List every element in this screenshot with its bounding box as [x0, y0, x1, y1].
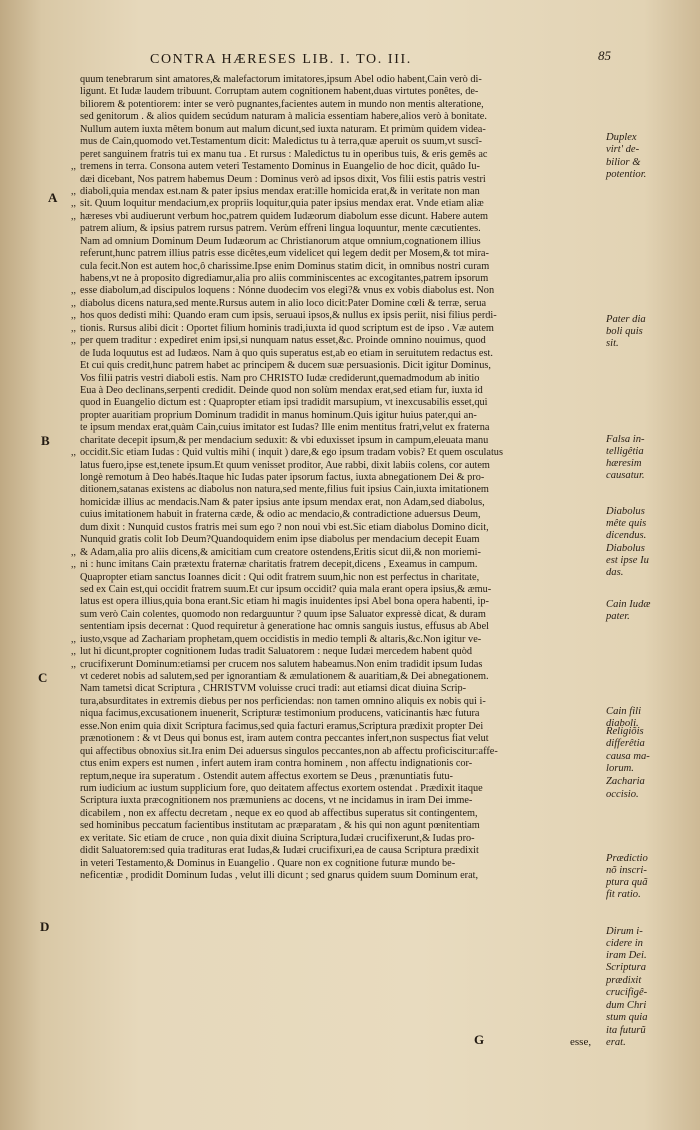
text-line [80, 820, 600, 832]
line-text: latus fuero,ipse est,tenete ipsum.Et quum venisset proditor, Aue rabbi, dixit labiis colens, cor autem [80, 459, 490, 471]
line-text: esse diabolum,ad discipulos loquens : Nónne duodecim vos elegi?& vnus ex vobis diabolus est. Non [80, 285, 495, 297]
text-line [80, 534, 600, 546]
quotation-marker: ,, [71, 633, 76, 645]
line-text: tura,absurditates in extremis diebus per nos perficiendas: non tamen omnino aliquis ex nobis qui i- [80, 695, 486, 707]
side-note: cidere in [606, 938, 643, 949]
line-text: referunt,hunc patrem illius patris esse dicêtes,eum videlicet qui legem dedit per Mosem,& tot mira- [80, 248, 489, 260]
line-text: biliorem & potentiorem: inter se verò pugnantes,facientes autem in mundo non mentis alteratione, [80, 98, 484, 110]
text-line [80, 671, 600, 683]
side-note: telligêtia [606, 446, 644, 457]
side-note: dum Chri [606, 1000, 647, 1011]
margin-section-letter-b: B [41, 433, 50, 448]
side-note: pater. [606, 611, 630, 622]
side-note: Cain Iudæ [606, 599, 651, 610]
page-header [0, 48, 700, 72]
side-note: stum quia [606, 1012, 648, 1023]
line-text: ligunt. Et Iudæ laudem tribuunt. Corruptam autem cognitionem habent,duas virtutes ponêtes, de- [80, 86, 479, 98]
side-note: lorum. [606, 763, 634, 774]
line-text: mus de Cain,quomodo vet.Testamentum dicit: Maledictus tu à terra,quæ aperuit os suum,vt suscî- [80, 136, 482, 148]
text-line [80, 833, 600, 845]
text-line [80, 74, 600, 86]
line-text: occidit.Sic etiam Iudas : Quid vultis mihi ( inquit ) dare,& ego ipsum tradam vobis? Et quem osculatus [80, 447, 503, 459]
line-text: Nullum autem iuxta mêtem bonum aut malum dicunt,sed iuxta naturam. Et primùm quidem videa- [80, 123, 486, 135]
line-text: cuius imitationem habuit in fraterna cæde, & odio ac mendacio,& contradictione aduersus Deum, [80, 509, 481, 521]
text-line [80, 509, 600, 521]
side-note: Scriptura [606, 962, 647, 973]
text-line [71, 297, 600, 310]
line-text: tremens in terra. Consona autem veteri Testamento Dominus in Euangelio de hoc dicit, quâdo Iu- [80, 161, 480, 173]
line-text: Nunquid gratis colit Iob Deum?Quandoquidem enim ipse diabolus per mendacium decepit Euam [80, 534, 480, 546]
text-line [80, 609, 600, 621]
side-note: Duplex [606, 132, 637, 143]
text-line [80, 596, 600, 608]
quotation-marker: ,, [71, 447, 76, 459]
side-note: dicendus. [606, 530, 647, 541]
text-line [71, 310, 600, 322]
side-note: erat. [606, 1037, 626, 1048]
line-text: dum dixit : Nunquid custos fratris mei sum ego ? non noui vbi est.Sic etiam diabolus Domino dicit, [80, 521, 489, 533]
side-note: ptura quã [606, 877, 648, 888]
text-line [71, 646, 600, 658]
line-text: diabolus dicens natura,sed mente.Rursus autem in alio loco dicit:Pater Domine cœli & terræ, serua [80, 297, 487, 309]
margin-section-letter-a: A [48, 190, 58, 205]
line-text: dæi dicebant, Nos patrem habemus Deum : Dominus verò ad ipsos dixit, Vos filii estis patris vestri [80, 173, 486, 185]
quotation-marker: ,, [71, 646, 76, 658]
quotation-marker: ,, [71, 546, 76, 558]
text-line [80, 746, 600, 758]
text-line [80, 795, 600, 807]
line-text: Vos filii patris vestri diaboli estis. Nam pro CHRISTO Iudæ crediderunt,quemadmodum ab initio [80, 372, 480, 384]
quotation-marker: ,, [71, 559, 76, 571]
line-text: tionis. Rursus alibi dicit : Oportet filium hominis tradi,iuxta id quod scriptum est de ipso . Væ autem [80, 322, 494, 334]
side-note: Diabolus [606, 506, 645, 517]
text-line [80, 373, 600, 385]
line-text: ctus enim expers est numen , infert autem iram contra hominem , non affectu indignationis cor- [80, 758, 473, 770]
side-note: causa ma- [606, 751, 650, 762]
side-note: Pater dia [606, 314, 646, 325]
line-text: in veteri Testamento,& Dominus in Euangelio . Quare non ex cognitione futuræ mundo be- [80, 857, 456, 869]
line-text: ditionem,satanas existens ac diabolus non natura,sed mente,filius fuit ipsius Cain,iuxta imitationem [80, 484, 489, 496]
quotation-marker: ,, [71, 198, 76, 210]
text-line [71, 185, 600, 198]
text-line [80, 484, 600, 496]
line-text: quod in Euangelio dictum est : Quapropter etiam ipsi tradidit marsupium, vt inexcusabilis esset,qui [80, 397, 488, 409]
text-line [80, 870, 600, 882]
text-line [71, 285, 600, 297]
text-line [80, 86, 600, 98]
line-text: propter auaritiam proprium Dominum tradidit in manus hominum.Quis igitur huius pater,qui an- [80, 409, 477, 421]
text-line [80, 236, 600, 248]
line-text: Et cui quis credit,hunc patrem habet ac principem & ducem suæ persuasionis. Dicit igitur Dominus, [80, 360, 491, 372]
text-line [71, 161, 600, 173]
line-text: diaboli,quia mendax est.nam & pater ipsius mendax erat:ille homicida erat,& in veritate non man [80, 185, 480, 197]
text-line [71, 322, 600, 335]
quotation-marker: ,, [71, 297, 76, 309]
line-text: te ipsum mendax erat,quàm Cain,cuius imitator est Iudas? Ille enim mentitus fratri,velut ex fraterna [80, 422, 490, 434]
text-line [80, 584, 600, 596]
page-number: 85 [598, 48, 611, 63]
quotation-marker: ,, [71, 185, 76, 197]
text-line [80, 435, 600, 447]
running-title: CONTRA HÆRESES LIB. I. TO. III. [150, 52, 412, 67]
text-line [80, 348, 600, 360]
side-note: hæresim [606, 458, 642, 469]
side-note: Diabolus [606, 543, 645, 554]
text-line [80, 124, 600, 136]
text-line [80, 397, 600, 409]
quotation-marker: ,, [71, 310, 76, 322]
signature-mark: G [474, 1032, 486, 1047]
text-line [80, 621, 600, 633]
side-note: iram Dei. [606, 950, 647, 961]
side-note: differêtia [606, 738, 645, 749]
side-note: crucifigê- [606, 987, 648, 998]
margin-section-letter-d: D [40, 919, 50, 934]
main-text-block [71, 74, 600, 882]
line-text: Nam tametsi dicat Scriptura , CHRISTVM voluisse cruci tradi: aut etiamsi dicat diuina Scrip- [80, 683, 467, 695]
text-line [71, 658, 600, 671]
quotation-marker: ,, [71, 322, 76, 334]
line-text: hos quos dedisti mihi: Quando eram cum ipsis, seruaui ipsos,& nullus ex ipsis periit, nisi filius perdi- [80, 310, 497, 322]
line-text: per quem traditur : expediret enim ipsi,si nunquam natus esset,&c. Proinde omnino nouimus, quod [80, 335, 486, 347]
text-line [80, 858, 600, 870]
text-line [80, 223, 600, 235]
line-text: sed ex Cain est,qui occidit fratrem suum.Et cur ipsum occidit? quia mala erant opera ipsius,& æmu- [80, 583, 492, 595]
text-line [80, 360, 600, 372]
text-line [80, 99, 600, 111]
text-line [80, 410, 600, 422]
text-line [71, 559, 600, 571]
line-text: longè remotum à Deo habés.Itaque hic Iudas pater ipsorum factus, iuxta abnegationem Dei & pro- [80, 472, 485, 483]
line-text: quum tenebrarum sint amatores,& malefactorum imitatores,ipsum Abel odio habent,Cain verò di- [80, 74, 482, 85]
line-text: homicidæ illius ac mendacis.Nam & pater ipsius ante ipsum mendax erat, non Adam,sed diabolus, [80, 496, 485, 508]
catchword: esse, [570, 1036, 592, 1048]
line-text: iusto,vsque ad Zachariam prophetam,quem occidistis in medio templi & altaris,&c.Non igitur ve- [80, 633, 482, 645]
quotation-marker: ,, [71, 210, 76, 222]
line-text: sum verò Cain colentes, quomodo non redarguuntur ? quum ipse Saluator expressè dicat, & duram [80, 608, 486, 620]
line-text: lut hi dicunt,propter cognitionem Iudas tradit Saluatorem : neque Iudæi mercedem habent quòd [80, 646, 473, 658]
line-text: Quapropter etiam sanctus Ioannes dicit : Qui odit fratrem suum,hic non est perfectus in charitate, [80, 571, 480, 583]
line-text: sententiam ipsis decernat : Quod requiretur à generatione hac omnis sanguis iustus, effusus ab Abel [80, 621, 490, 633]
side-note: Zacharia [606, 776, 645, 787]
line-text: cula fecit.Non est autem hoc,ô charissime.Ipse enim Dominus statim dicit, in omnibus nostri curam [80, 260, 490, 272]
line-text: hæreses vbi audiuerunt verbum hoc,patrem quidem Iudæorum diabolum esse dicunt. Habere autem [80, 210, 489, 222]
line-text: vt cederet nobis ad salutem,sed per ignorantiam & æmulationem & auaritiam,& Dei abnegationem. [80, 671, 489, 682]
text-line [80, 472, 600, 484]
side-note: occisio. [606, 789, 639, 800]
line-text: ex veritate. Sic etiam de cruce , non quia dixit diuina Scriptura,Iudæi crucifixerunt,& Iudas pro- [80, 832, 475, 844]
text-line [80, 771, 600, 783]
quotation-marker: ,, [71, 161, 76, 173]
quotation-marker: ,, [71, 285, 76, 297]
text-line [80, 708, 600, 720]
line-text: peret sanguinem fratris tui ex manu tua . Et rursus : Maledictus tu in operibus tuis, & eris gemês ac [80, 148, 488, 160]
text-line [71, 335, 600, 347]
line-text: & Adam,alia pro aliis dicens,& amicitiam cum creatore ostendens,Eritis sicut dii,& non moriemi- [80, 546, 481, 558]
side-note: Falsa in- [606, 434, 645, 445]
line-text: ni : hunc imitans Cain prætextu fraternæ charitatis fratrem decepit,dicens , Exeamus in campum. [80, 559, 478, 571]
text-line [80, 783, 600, 795]
quotation-marker: ,, [71, 658, 76, 670]
side-note: est ipse Iu [606, 555, 649, 566]
text-line [80, 696, 600, 708]
side-note: Prædictio [606, 853, 648, 864]
line-text: Eua à Deo declinans,serpenti credidit. Deinde quod non solùm mendax erat,sed etiam fur, iuxta id [80, 384, 483, 396]
text-line [71, 198, 600, 210]
margin-section-letter-c: C [38, 670, 48, 685]
side-note: mête quis [606, 518, 647, 529]
text-line [80, 522, 600, 534]
text-line [80, 422, 600, 434]
text-line [71, 546, 600, 559]
text-line [80, 149, 600, 161]
text-line [80, 174, 600, 186]
line-text: prænotionem : & vt Deus qui bonus est, iram autem contra peccantes infert,non suspectus fiat velut [80, 733, 489, 745]
side-note: Dirum i- [606, 926, 643, 937]
side-note: prædixit [606, 975, 642, 986]
text-line [71, 447, 600, 459]
side-note: diaboli. [606, 718, 639, 729]
text-line [71, 210, 600, 223]
text-line [80, 683, 600, 695]
line-text: latus est opera illius,quia bona erant.Sic etiam hi magis inuidentes ipsi Abel bona opera habenti, ip- [80, 596, 489, 608]
line-text: dicabilem , non ex affectu decretam , neque ex eo quod ab affectibus superatus sit contingentem, [80, 807, 478, 819]
text-line [80, 136, 600, 148]
text-line [80, 385, 600, 397]
side-note: Cain fili [606, 706, 642, 717]
line-text: sed genitorum . & alios quidem secúdum naturam à malicia essentiam habere,alios verò à bonitate. [80, 111, 487, 123]
line-text: charitate decepit ipsum,& per mendacium seduxit: & vbi eduxisset ipsum in campum,eleuata manu [80, 434, 489, 446]
line-text: crucifixerunt Dominum:etiamsi per crucem nos salutem habeamus.Non enim tradidit ipsum Iudas [80, 658, 483, 670]
text-line [80, 733, 600, 745]
side-note: sit. [606, 338, 619, 349]
line-text: de Iuda loquutus est ad Iudæos. Nam à quo quis superatus est,ab eo etiam in seruitutem redactus est. [80, 347, 493, 359]
text-line [80, 460, 600, 472]
line-text: sit. Quum loquitur mendacium,ex propriis loquitur,quia pater ipsius mendax erat. Vnde etiam aliæ [80, 198, 484, 210]
text-line [80, 758, 600, 770]
side-note: fit ratio. [606, 889, 641, 900]
text-line [80, 497, 600, 509]
text-line [80, 572, 600, 584]
side-note: boli quis [606, 326, 643, 337]
text-line [80, 261, 600, 273]
side-note: nõ inscri- [606, 865, 647, 876]
line-text: sed hominibus peccatum facientibus institutam ac præparatam , & his qui non agunt pœnitentiam [80, 820, 480, 832]
line-text: patrem alium, & ipsius patrem rursus patrem. Verùm effreni lingua loquuntur, mente cæcutientes. [80, 223, 481, 235]
text-line [80, 808, 600, 820]
line-text: Scriptura iuxta præcognitionem nos præmuniens ac docens, vt ne incidamus in iram Dei imme- [80, 795, 473, 807]
line-text: neficentiæ , prodidit Dominum Iudas , velut illi dicunt ; sed gnarus quidem suum Dominum erat, [80, 870, 479, 881]
text-line [80, 845, 600, 857]
text-line [71, 633, 600, 646]
side-note: ita futurũ [606, 1025, 646, 1036]
side-note: potentior. [606, 169, 647, 180]
side-note: bilior & [606, 157, 641, 168]
side-note: Religiõis [606, 726, 644, 737]
side-note: causatur. [606, 470, 645, 481]
quotation-marker: ,, [71, 335, 76, 347]
line-text: esse.Non enim quia dixit Scriptura facimus,sed quia facturi eramus,Scriptura prædixit propter Dei [80, 720, 484, 732]
text-line [80, 111, 600, 123]
line-text: habens,vt ne à proposito digrediamur,alia pro aliis comminiscentes ac excogitantes,patrem ipsorum [80, 273, 489, 284]
line-text: rum iudicium ac iustum supplicium fore, quo deitatem affectus exortem ostendat . Prædixit itaque [80, 782, 483, 794]
line-text: qui affectibus obnoxius sit.Ira enim Dei aduersus singulos peccantes,non ab affectu proficiscitur:affe- [80, 745, 498, 757]
text-line [80, 721, 600, 733]
line-text: Nam ad omnium Dominum Deum Iudæorum ac Christianorum atque omnium,cognationem illius [80, 235, 481, 247]
line-text: didit Saluatorem:sed quia tradituras erat Iudas,& Iudæi crucifixuri,ea de causa Scriptura prædixit [80, 845, 479, 857]
text-line [80, 248, 600, 260]
text-line [80, 273, 600, 285]
line-text: reptum,neque ira superatum . Ostendit autem affectus exortem se Deus , prænuntiatis futu- [80, 770, 453, 782]
side-note: das. [606, 567, 624, 578]
line-text: niqua facimus,excusationem inuenerit, Scripturæ testimonium producens, vaticinantis hæc futura [80, 708, 480, 720]
side-note: virt' de- [606, 144, 640, 155]
